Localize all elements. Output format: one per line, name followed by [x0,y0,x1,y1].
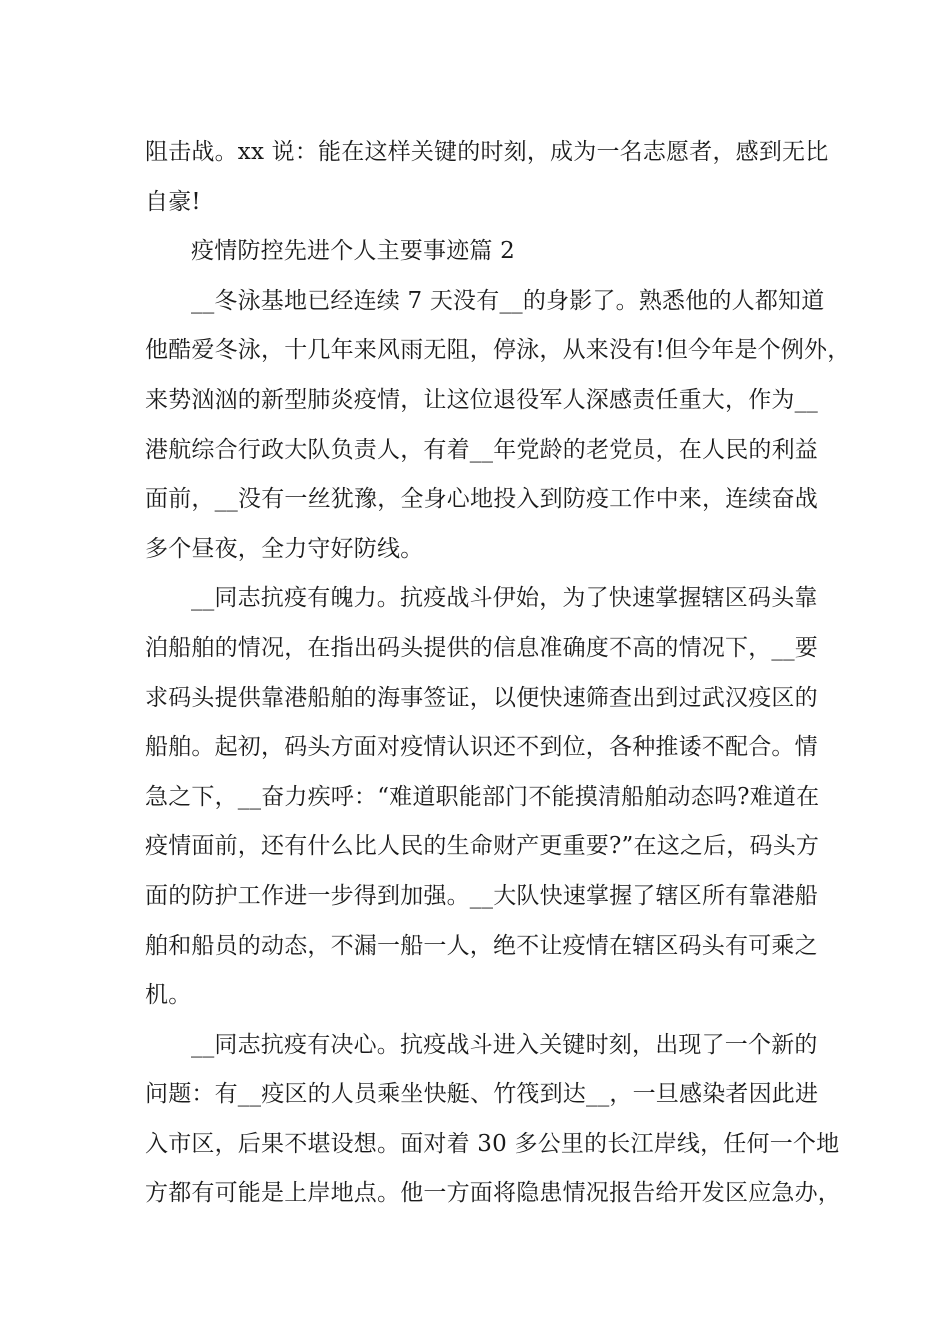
paragraph-start-line: __冬泳基地已经连续 7 天没有__的身影了。熟悉他的人都知道 [191,287,825,314]
text-line: 舶和船员的动态，不漏一船一人，绝不让疫情在辖区码头有可乘之 [145,932,818,959]
text-line: 自豪! [145,188,201,215]
text-line: 求码头提供靠港船舶的海事签证，以便快速筛查出到过武汉疫区的 [145,684,818,711]
text-line: 船舶。起初，码头方面对疫情认识还不到位，各种推诿不配合。情 [145,734,818,761]
text-line: 阻击战。xx 说：能在这样关键的时刻，成为一名志愿者，感到无比 [145,139,829,165]
paragraph-start-line: __同志抗疫有决心。抗疫战斗进入关键时刻，出现了一个新的 [191,1031,818,1058]
section-heading: 疫情防控先进个人主要事迹篇 2 [191,238,515,265]
text-line: 急之下，__奋力疾呼：“难道职能部门不能摸清船舶动态吗?难道在 [145,783,820,810]
paragraph-start-line: __同志抗疫有魄力。抗疫战斗伊始，为了快速掌握辖区码头靠 [191,585,818,612]
text-line: 多个昼夜，全力守好防线。 [145,535,424,562]
text-line: 入市区，后果不堪设想。面对着 30 多公里的长江岸线，任何一个地 [145,1130,840,1157]
text-line: 面前，__没有一丝犹豫，全身心地投入到防疫工作中来，连续奋战 [145,486,818,513]
text-line: 机。 [145,982,192,1009]
text-line: 港航综合行政大队负责人，有着__年党龄的老党员，在人民的利益 [145,436,818,463]
document-body [145,128,851,1219]
text-line: 疫情面前，还有什么比人民的生命财产更重要?”在这之后，码头方 [145,833,820,860]
text-line: 面的防护工作进一步得到加强。__大队快速掌握了辖区所有靠港船 [145,882,818,909]
text-line: 他酷爱冬泳，十几年来风雨无阻，停泳，从来没有!但今年是个例外， [145,337,851,364]
text-line: 方都有可能是上岸地点。他一方面将隐患情况报告给开发区应急办， [145,1180,841,1207]
text-line: 问题：有__疫区的人员乘坐快艇、竹筏到达__，一旦感染者因此进 [145,1081,819,1108]
text-line: 泊船舶的情况，在指出码头提供的信息准确度不高的情况下，__要 [145,634,818,661]
text-line: 来势汹汹的新型肺炎疫情，让这位退役军人深感责任重大，作为__ [145,386,818,413]
